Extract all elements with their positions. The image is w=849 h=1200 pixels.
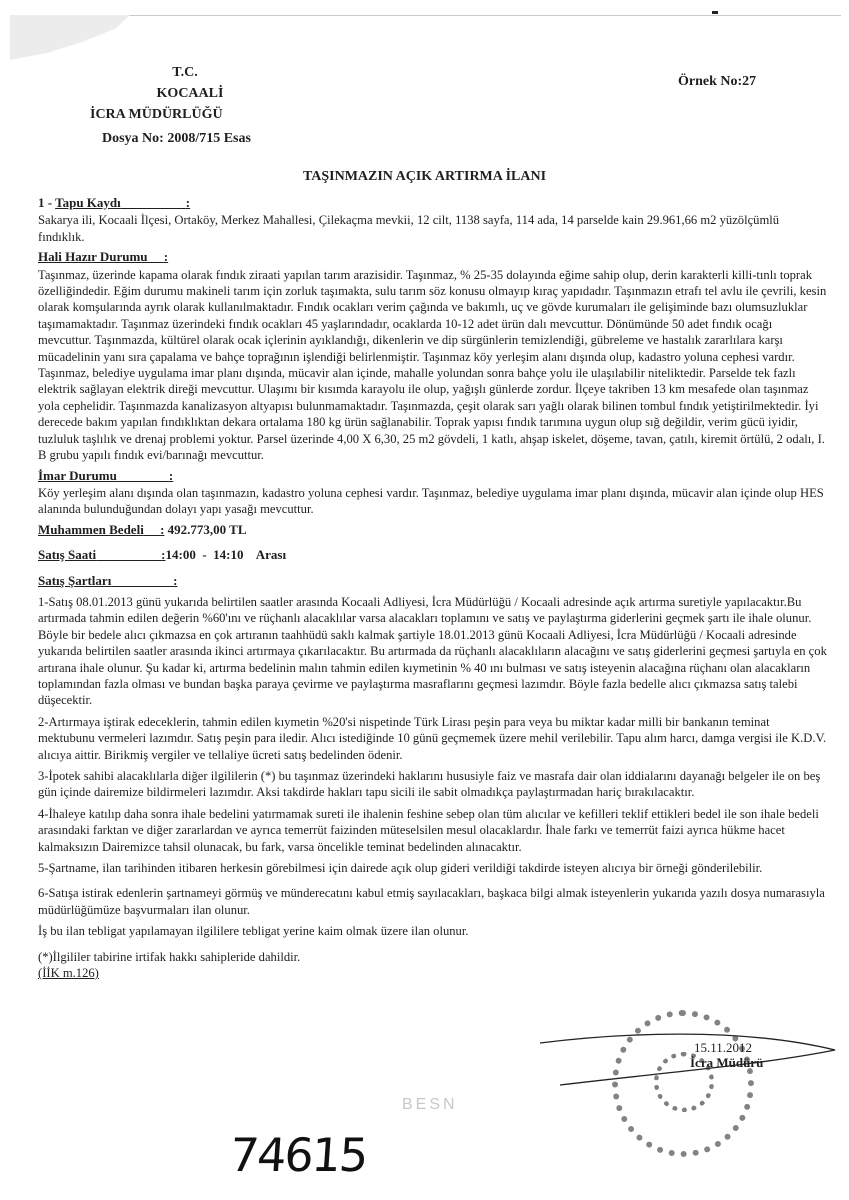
heading-label: İmar Durumu [38, 467, 117, 483]
law-reference: (İİK m.126) [38, 966, 99, 981]
sale-term-item: 2-Artırmaya iştirak edeceklerin, tahmin edilen kıymetin %20'si nispetinde Türk Lirası peşin para veya bu miktar kadar milli bir bankanın teminat mektubunu vermeleri lazımdır. Satış peşin para iledir. Alıcı istediğinde 10 günü geçmemek üzere mehil verilebilir. Tapu alım harcı, damga vergisi ile K.D.V. alıcıya aittir. Birikmiş vergiler ve tellaliye ücreti satış bedelinden ödenir. [38, 714, 827, 762]
signature-scribble [540, 1025, 840, 1095]
faint-stamp-text: BESN [402, 1096, 458, 1113]
section-heading-sale-terms [38, 573, 828, 589]
closing-statement: İş bu ilan tebligat yapılamayan ilgililere tebligat yerine kaim olmak üzere ilan olunur. [38, 924, 469, 939]
section-estimated-value [38, 522, 828, 538]
heading-underline [96, 547, 161, 562]
heading-label: Hali Hazır Durumu [38, 249, 148, 265]
heading-colon: : [168, 467, 174, 483]
file-number: Dosya No: 2008/715 Esas [102, 131, 251, 146]
sale-term-item: 3-İpotek sahibi alacaklılarla diğer ilgililerin (*) bu taşınmaz üzerindeki haklarını hususiyle faiz ve masrafa dair olan iddialarını dayanağı belgeler ile on beş gün içinde dairemize bildirmeleri lazımdır. Aksi takdirde hakları tapu sicili ile sabit olmadıkça paylaştırmadan hariç bırakılacaktır. [38, 769, 821, 800]
header-tc: T.C. [172, 65, 198, 80]
estimated-value: 492.773,00 TL [164, 521, 247, 537]
header-office: İCRA MÜDÜRLÜĞÜ [90, 107, 223, 122]
heading-colon: : [163, 249, 169, 265]
sale-time: 14:00 - 14:10 Arası [165, 547, 287, 563]
section-heading-imar [38, 468, 828, 484]
heading-colon: : [173, 572, 178, 588]
heading-underline [148, 249, 164, 264]
heading-label: Satış Şartları [38, 572, 112, 588]
sale-term-item: 5-Şartname, ilan tarihinden itibaren herkesin görebilmesi için dairede açık olup gideri verildiği takdirde isteyen alıcıya bir örneği gönderilebilir. [38, 861, 763, 876]
imar-text: Köy yerleşim alanı dışında olan taşınmazın, kadastro yoluna cephesi vardır. Taşınmaz, belediye uygulama imar planı dışında, mücavir alan içinde olup HES alanında bulunduğundan dolayı yapı yasağı mevcuttur. [38, 485, 824, 517]
handwritten-number: 74615 [228, 1128, 369, 1182]
heading-underline [117, 468, 169, 483]
heading-label: Satış Saati [38, 547, 97, 563]
heading-underline [121, 195, 186, 210]
document-title: TAŞINMAZIN AÇIK ARTIRMA İLANI [302, 169, 547, 184]
sale-term-item: 6-Satışa istirak edenlerin şartnameyi görmüş ve münderecatını kabul etmiş sayılacakları, başkaca bilgi almak isteyenlerin yukarıda yazılı dosya numarasıyla müdürlüğümüze başvurmaları ilan olunur. [38, 886, 825, 917]
section-number: 1 - [38, 195, 56, 210]
footnote: (*)İlgililer tabirine irtifak hakkı sahipleride dahildir. [38, 949, 301, 964]
folded-corner [10, 15, 130, 60]
issuer-header [90, 62, 268, 149]
sample-number: Örnek No:27 [678, 74, 757, 89]
signature-date: 15.11.2012 [694, 1040, 753, 1055]
sale-term-item: 4-İhaleye katılıp daha sonra ihale bedelini yatırmamak sureti ile ihalenin feshine sebep olan tüm alıcılar ve kefilleri teklif ettikleri bedel ile son ihale bedeli arasındaki farktan ve diğer zararlardan ve ayrıca temerrüt faizinden müteselsilen mesul olacaklardır. İhale farkı ve temerrüt faizi ayrıca hükme hacet kalmaksızın Dairemizce tahsil olunacak, bu fark, varsa öncelikle teminat bedelinden alınacaktır. [38, 806, 819, 854]
scan-edge-line [10, 15, 841, 16]
header-city: KOCAALİ [156, 86, 224, 101]
section-heading-tapu [38, 195, 828, 211]
document-body [38, 193, 828, 981]
heading-colon: : [185, 195, 191, 210]
heading-label: Muhammen Bedeli [38, 521, 144, 537]
heading-underline [111, 573, 173, 588]
heading-label: Tapu Kaydı [55, 195, 121, 210]
tapu-text: Sakarya ili, Kocaali İlçesi, Ortaköy, Merkez Mahallesi, Çilekaçma mevkii, 12 cilt, 1138 sayfa, 114 ada, 14 parselde kain 29.961,66 m2 yüzölçümlü fındıklık. [38, 213, 780, 244]
heading-underline [144, 522, 160, 537]
hali-hazir-text: Taşınmaz, üzerinde kapama olarak fındık ziraati yapılan tarım arazisidir. Taşınmaz, % 25-35 dolayında eğime sahip olup, derin karakterli killi-tınlı toprak özelliğindedir. Eğim durumu makineli tarım için zorluk taşımakta, sulu tarım söz konusu olmayıp kıraç yapıdadır. Taşınmazın etrafı tel avlu ile çevrili, kesin olarak komşularında ayrık olarak kullanılmaktadır. Fındık ocakları verim çağında ve bakımlı, uç ve gövde kurumaları ile gelişiminde bazı olumsuzluklar taşımamaktadır. Taşınmaz üzerindeki fındık ocakları 45 yaşlarındadır, ocaklarda 10-12 adet ürün dalı mevcuttur. Dönümünde 50 adet fındık ocağı mevcuttur. Taşınmazda, kültürel olarak ocak içlerinin ayıklandığı, dikenlerin ve dip sürgünlerin temizlendiği, gübreleme ve hastalık zararlılara karşı mücadelinin yanı sıra çapalama ve bahçe toprağının işlendiği belirlenmiştir. Taşınmaz köy yerleşim alanı dışında olup, kadastro yoluna cephesi vardır. Taşınmaz, belediye uygulama imar planı dışında, mücavir alan içinde, mahalle yolundan sonra bahçe yolu ile ulaşılabilir niteliktedir. Parselde tek fazlı elektrik sağlayan elektrik direği mevcuttur. Ulaşımı bir kısımda karayolu ile olup, yağışlı günlerde zordur. İlçeye takriben 13 km mesafede olan taşınmaz yola cephelidir. Taşınmazda kanalizasyon altyapısı bulunmamaktadır. Taşınmazda, çeşit olarak sarı yağlı olarak bilinen tombul fındık yetiştirilmektedir. İyi derecede bakım yapılan fındıklıktan dekara ortalama 180 kg ürün sağlanabilir. Toprak yapısı fındık tarımına uygun olup sığ değildir, verim gücü iyidir, tuzluluk taşlılık ve drenaj problemi yoktur. Parsel üzerinde 4,00 X 6,30, 25 m2 gövdeli, 1 katlı, ahşap iskelet, döşeme, tavan, çatılı, kiremit örtülü, 2 odalı, I. B grubu yapılı fındık evi/barınağı mevcuttur. [38, 267, 827, 463]
signature-title: İcra Müdürü [690, 1055, 764, 1070]
scan-mark [712, 11, 718, 14]
heading-colon: : [160, 521, 165, 537]
heading-colon: : [161, 547, 166, 563]
section-heading-hali-hazir [38, 249, 828, 265]
section-sale-time [38, 547, 828, 563]
sale-term-item: 1-Satış 08.01.2013 günü yukarıda belirtilen saatler arasında Kocaali Adliyesi, İcra Müdürlüğü / Kocaali adresinde açık artırma suretiyle yapılacaktır.Bu artırmada tahmin edilen değerin %60'ını ve rüçhanlı alacaklılar varsa alacakları toplamını ve satış ve paylaştırma giderlerini geçmek şartı ile ihale olunur. Böyle bir bedele alıcı çıkmazsa en çok artıranın taahhüdü saklı kalmak şartiyle 18.01.2013 günü Kocaali Adliyesi, İcra Müdürlüğü / Kocaali adresinde yukarıda belirtilen saatler arasında ikinci artırmaya çıkarılacaktır. Bu artırmada da rüçhanlı alacaklıların alacağını ve satış giderlerini geçmesi şartıyla en çok artırana ihale olunur. Şu kadar ki, artırma bedelinin malın tahmin edilen kıymetinin % 40 ını bulması ve satış isteyenin alacağına rüçhanı olan alacakların toplamından fazla olması ve bundan başka paraya çevirme ve paylaştırma masraflarını geçmesi lazımdır. Böyle fazla bedelle alıcı çıkmazsa satış talebi düşecektir. [38, 594, 827, 708]
